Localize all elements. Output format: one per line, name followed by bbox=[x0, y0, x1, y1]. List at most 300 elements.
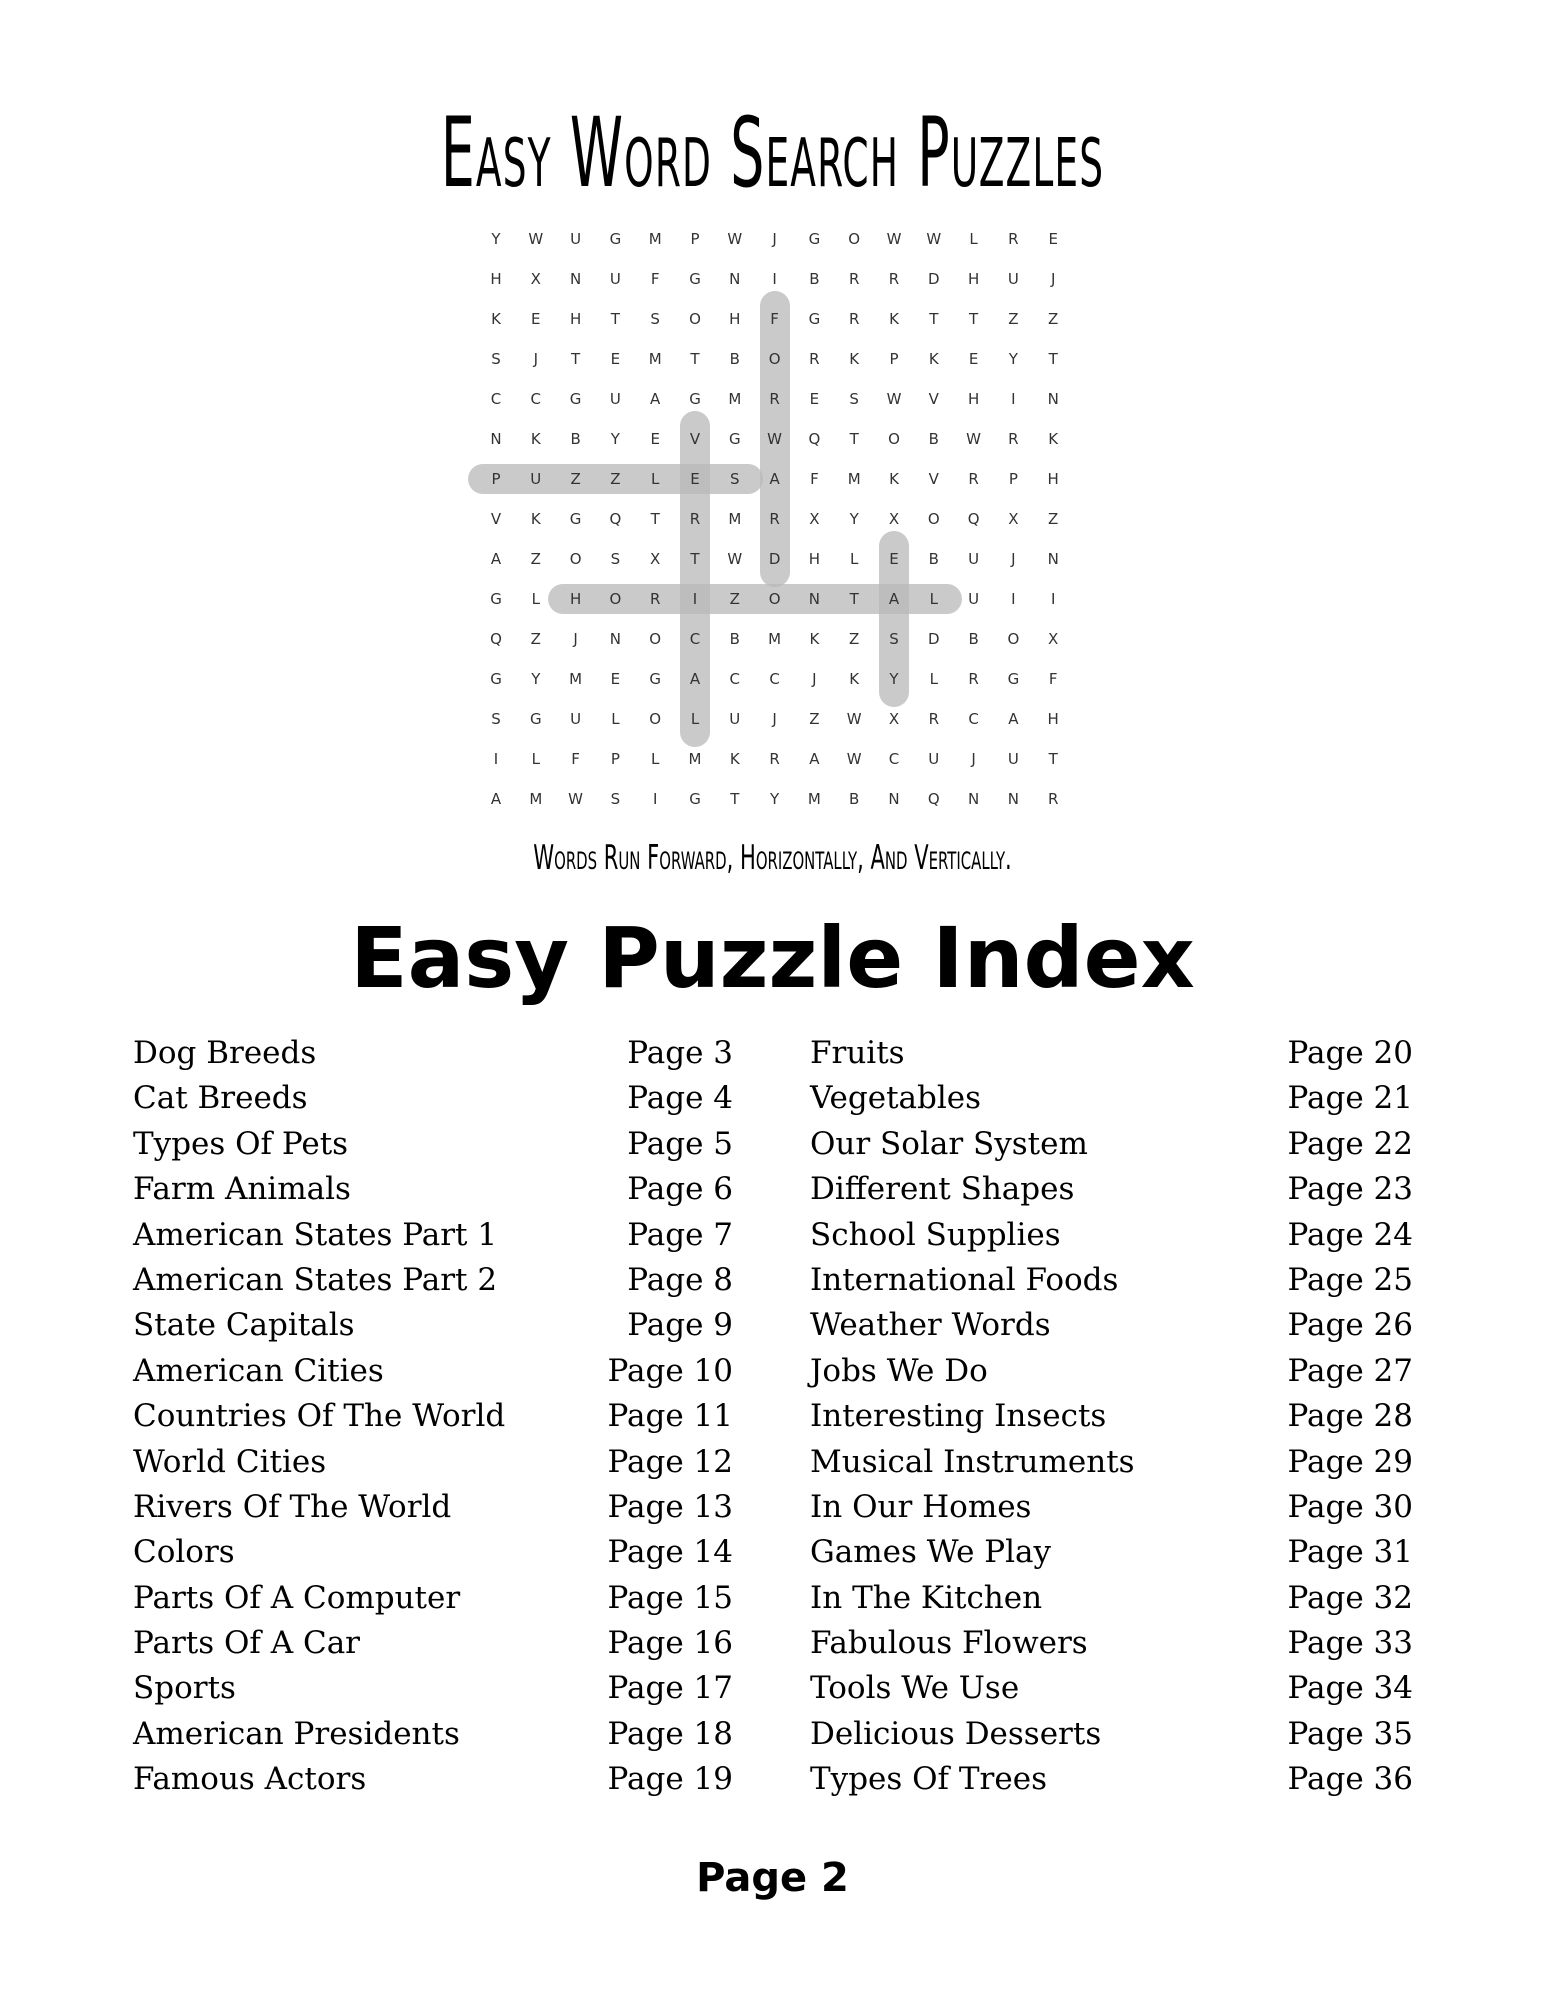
grid-letter: J bbox=[1011, 550, 1016, 568]
index-row bbox=[810, 1712, 1413, 1757]
grid-letter: R bbox=[689, 510, 701, 528]
grid-letter: C bbox=[689, 630, 701, 648]
index-page-number: Page 5 bbox=[627, 1125, 733, 1162]
grid-letter: J bbox=[533, 350, 539, 368]
index-page-number: Page 28 bbox=[1287, 1398, 1413, 1435]
grid-letter: C bbox=[968, 710, 979, 728]
index-row bbox=[810, 1031, 1413, 1076]
grid-letter: W bbox=[966, 430, 982, 448]
grid-letter: A bbox=[888, 590, 900, 608]
grid-letter: Q bbox=[927, 790, 940, 808]
word-search-grid bbox=[466, 223, 1086, 823]
index-row bbox=[133, 1258, 733, 1303]
grid-letter: S bbox=[650, 310, 660, 328]
grid-letter: N bbox=[888, 790, 900, 808]
grid-letter: C bbox=[729, 670, 741, 688]
grid-letter: R bbox=[968, 470, 979, 488]
index-page-number: Page 33 bbox=[1287, 1625, 1413, 1662]
grid-letter: T bbox=[1048, 750, 1058, 768]
grid-letter: X bbox=[1008, 510, 1019, 528]
index-row bbox=[810, 1621, 1413, 1666]
grid-letter: M bbox=[768, 630, 782, 648]
grid-letter: G bbox=[689, 270, 701, 288]
grid-letter: P bbox=[491, 470, 501, 488]
grid-letter: T bbox=[730, 790, 740, 808]
grid-letter: L bbox=[651, 470, 660, 488]
grid-letter: A bbox=[769, 470, 780, 488]
index-row bbox=[810, 1076, 1413, 1121]
index-page-number: Page 36 bbox=[1287, 1761, 1413, 1798]
index-topic: Games We Play bbox=[810, 1534, 1052, 1571]
grid-letter: T bbox=[690, 550, 700, 568]
index-row bbox=[133, 1167, 733, 1212]
grid-letter: Z bbox=[729, 590, 740, 608]
grid-letter: C bbox=[490, 390, 502, 408]
grid-letter: A bbox=[490, 790, 502, 808]
grid-letter: S bbox=[730, 470, 740, 488]
grid-letter: K bbox=[889, 310, 899, 328]
index-topic: In Our Homes bbox=[810, 1488, 1032, 1525]
index-row bbox=[133, 1576, 733, 1621]
grid-letter: H bbox=[569, 310, 582, 328]
grid-letter: U bbox=[928, 750, 940, 768]
index-row bbox=[133, 1530, 733, 1575]
index-row bbox=[810, 1349, 1413, 1394]
grid-letter: N bbox=[1047, 550, 1059, 568]
grid-letter: N bbox=[569, 270, 582, 288]
grid-letter: G bbox=[490, 590, 502, 608]
grid-letter: B bbox=[968, 630, 979, 648]
index-topic: Cat Breeds bbox=[133, 1080, 308, 1117]
index-topic: Interesting Insects bbox=[810, 1398, 1107, 1435]
index-page-number: Page 31 bbox=[1287, 1534, 1413, 1571]
index-topic: Our Solar System bbox=[810, 1125, 1088, 1162]
grid-letter: N bbox=[808, 590, 820, 608]
grid-letter: U bbox=[609, 390, 621, 408]
grid-letter: L bbox=[929, 590, 938, 608]
grid-letter: I bbox=[1011, 390, 1016, 408]
grid-letter: Z bbox=[849, 630, 860, 648]
grid-letter: T bbox=[1048, 350, 1058, 368]
grid-letter: O bbox=[927, 510, 940, 528]
index-row bbox=[810, 1576, 1413, 1621]
index-topic: Famous Actors bbox=[133, 1761, 367, 1798]
grid-letter: D bbox=[928, 270, 940, 288]
grid-letter: N bbox=[1047, 390, 1059, 408]
index-page-number: Page 30 bbox=[1287, 1488, 1413, 1525]
grid-letter: W bbox=[727, 230, 743, 248]
grid-letter: G bbox=[689, 790, 701, 808]
grid-letter: Y bbox=[1008, 350, 1018, 368]
index-page-number: Page 13 bbox=[607, 1488, 733, 1525]
grid-letter: P bbox=[889, 350, 899, 368]
index-row bbox=[133, 1485, 733, 1530]
index-row bbox=[133, 1621, 733, 1666]
index-topic: American States Part 2 bbox=[133, 1261, 498, 1298]
index-page-number: Page 14 bbox=[607, 1534, 733, 1571]
grid-letter: Z bbox=[530, 630, 541, 648]
index-topic: Jobs We Do bbox=[810, 1352, 988, 1389]
grid-letter: B bbox=[729, 630, 740, 648]
grid-letter: W bbox=[528, 230, 544, 248]
grid-letter: H bbox=[729, 310, 741, 328]
grid-letter: G bbox=[728, 430, 741, 448]
grid-letter: P bbox=[1008, 470, 1018, 488]
index-page-number: Page 20 bbox=[1287, 1035, 1413, 1071]
index-page-number: Page 11 bbox=[607, 1398, 733, 1435]
grid-letter: S bbox=[849, 390, 859, 408]
grid-letter: H bbox=[1047, 710, 1059, 728]
grid-letter: I bbox=[493, 750, 499, 768]
grid-letter: G bbox=[689, 390, 701, 408]
index-page-number: Page 8 bbox=[627, 1261, 733, 1298]
grid-letter: R bbox=[888, 270, 900, 288]
grid-letter: Z bbox=[1048, 310, 1059, 328]
grid-letter: B bbox=[928, 430, 939, 448]
grid-letter: R bbox=[848, 310, 860, 328]
grid-letter: G bbox=[490, 670, 502, 688]
index-row bbox=[810, 1303, 1413, 1348]
grid-letter: P bbox=[690, 230, 700, 248]
index-page-number: Page 7 bbox=[627, 1216, 733, 1253]
index-page-number: Page 22 bbox=[1287, 1125, 1413, 1162]
grid-letter: V bbox=[490, 510, 502, 528]
grid-letter: R bbox=[809, 350, 820, 368]
grid-letter: S bbox=[491, 350, 501, 368]
index-topic: In The Kitchen bbox=[810, 1579, 1043, 1616]
grid-letter: E bbox=[690, 470, 700, 488]
index-topic: American Presidents bbox=[133, 1715, 460, 1752]
index-page-number: Page 26 bbox=[1287, 1307, 1413, 1344]
instructions: Words Run Forward, Horizontally, And Vertically. bbox=[533, 838, 1012, 878]
index-row bbox=[133, 1394, 733, 1439]
grid-letter: N bbox=[967, 790, 980, 808]
grid-letter: Z bbox=[610, 470, 621, 488]
grid-letter: M bbox=[688, 750, 702, 768]
grid-letter: R bbox=[769, 510, 780, 528]
grid-letter: T bbox=[690, 350, 700, 368]
grid-letter: E bbox=[531, 310, 541, 328]
grid-letter: C bbox=[888, 750, 900, 768]
index-topic: International Foods bbox=[810, 1261, 1119, 1298]
index-topic: Delicious Desserts bbox=[810, 1715, 1102, 1752]
index-row bbox=[810, 1213, 1413, 1258]
index-page-number: Page 6 bbox=[627, 1171, 733, 1208]
grid-letter: W bbox=[926, 230, 942, 248]
grid-letter: K bbox=[491, 310, 501, 328]
grid-letter: X bbox=[530, 270, 541, 288]
grid-letter: C bbox=[530, 390, 542, 408]
grid-letter: O bbox=[1007, 630, 1020, 648]
grid-letter: U bbox=[1007, 270, 1019, 288]
grid-letter: S bbox=[610, 790, 621, 808]
index-topic: Types Of Trees bbox=[810, 1761, 1047, 1798]
grid-letter: I bbox=[1011, 590, 1016, 608]
grid-letter: E bbox=[1048, 230, 1058, 248]
grid-letter: B bbox=[809, 270, 820, 288]
grid-letter: F bbox=[810, 470, 819, 488]
grid-letter: M bbox=[569, 670, 583, 688]
grid-letter: W bbox=[568, 790, 584, 808]
grid-letter: W bbox=[846, 750, 862, 768]
grid-letter: O bbox=[848, 230, 861, 248]
index-topic: State Capitals bbox=[133, 1307, 355, 1344]
index-row bbox=[133, 1122, 733, 1167]
index-page-number: Page 18 bbox=[607, 1715, 733, 1752]
grid-letter: E bbox=[610, 350, 621, 368]
grid-letter: R bbox=[928, 710, 940, 728]
grid-letter: M bbox=[807, 790, 821, 808]
grid-letter: Z bbox=[1008, 310, 1019, 328]
grid-letter: L bbox=[651, 750, 660, 768]
grid-letter: G bbox=[569, 510, 582, 528]
grid-letter: T bbox=[610, 310, 620, 328]
grid-letter: S bbox=[610, 550, 621, 568]
index-page-number: Page 16 bbox=[607, 1625, 733, 1662]
grid-letter: F bbox=[650, 270, 660, 288]
grid-letter: Y bbox=[770, 790, 780, 808]
index-topic: Different Shapes bbox=[810, 1171, 1075, 1208]
grid-letter: E bbox=[889, 550, 899, 568]
grid-letter: L bbox=[611, 710, 620, 728]
index-column-left bbox=[133, 1031, 733, 1803]
grid-letter: W bbox=[886, 390, 902, 408]
grid-letter: B bbox=[729, 350, 740, 368]
grid-letter: A bbox=[490, 550, 502, 568]
grid-letter: C bbox=[769, 670, 780, 688]
grid-letter: O bbox=[649, 630, 662, 648]
grid-letter: G bbox=[529, 710, 542, 728]
grid-letter: U bbox=[968, 550, 980, 568]
grid-letter: Z bbox=[1048, 510, 1059, 528]
grid-letter: I bbox=[652, 790, 658, 808]
index-heading: Easy Puzzle Index bbox=[350, 909, 1195, 1007]
grid-letter: O bbox=[888, 430, 900, 448]
grid-letter: J bbox=[1050, 270, 1056, 288]
grid-letter: G bbox=[569, 390, 582, 408]
index-topic: Dog Breeds bbox=[133, 1035, 317, 1071]
index-page-number: Page 32 bbox=[1287, 1579, 1413, 1616]
index-topic: Tools We Use bbox=[810, 1670, 1020, 1707]
grid-letter: E bbox=[610, 670, 621, 688]
index-topic: Countries Of The World bbox=[133, 1398, 506, 1435]
grid-letter: K bbox=[530, 510, 541, 528]
grid-letter: V bbox=[689, 430, 701, 448]
grid-letter: T bbox=[650, 510, 660, 528]
grid-letter: O bbox=[768, 350, 781, 368]
grid-letter: H bbox=[1047, 470, 1059, 488]
index-topic: American States Part 1 bbox=[133, 1216, 498, 1253]
grid-letter: R bbox=[968, 670, 979, 688]
grid-letter: H bbox=[490, 270, 502, 288]
grid-letter: V bbox=[928, 470, 939, 488]
grid-letter: M bbox=[728, 510, 742, 528]
grid-letter: H bbox=[569, 590, 582, 608]
index-row bbox=[133, 1666, 733, 1711]
grid-letter: T bbox=[929, 310, 939, 328]
index-page-number: Page 4 bbox=[627, 1080, 733, 1117]
index-topic: Types Of Pets bbox=[133, 1125, 349, 1162]
index-column-right bbox=[810, 1031, 1413, 1803]
grid-letter: G bbox=[808, 230, 821, 248]
grid-letter: K bbox=[849, 670, 860, 688]
index-row bbox=[133, 1031, 733, 1076]
grid-letter: P bbox=[610, 750, 620, 768]
index-row bbox=[133, 1076, 733, 1121]
index-row bbox=[810, 1666, 1413, 1711]
grid-letter: R bbox=[1008, 230, 1019, 248]
grid-letter: Y bbox=[889, 670, 899, 688]
grid-letter: D bbox=[928, 630, 940, 648]
grid-letter: M bbox=[648, 350, 662, 368]
index-topic: Farm Animals bbox=[133, 1171, 351, 1208]
grid-letter: L bbox=[850, 550, 859, 568]
grid-letter: V bbox=[928, 390, 939, 408]
index-topic: Parts Of A Computer bbox=[133, 1579, 461, 1616]
page-number: Page 2 bbox=[696, 1855, 849, 1901]
index-row bbox=[810, 1394, 1413, 1439]
grid-letter: N bbox=[729, 270, 741, 288]
grid-letter: Y bbox=[531, 670, 541, 688]
grid-letter: H bbox=[808, 550, 821, 568]
grid-letter: U bbox=[1007, 750, 1019, 768]
grid-letter: G bbox=[609, 230, 622, 248]
index-topic: Weather Words bbox=[810, 1307, 1051, 1344]
index-page-number: Page 29 bbox=[1287, 1443, 1413, 1480]
grid-letter: J bbox=[971, 750, 976, 768]
index-page-number: Page 12 bbox=[607, 1443, 733, 1480]
index-row bbox=[810, 1485, 1413, 1530]
grid-letter: T bbox=[849, 430, 859, 448]
grid-letter: R bbox=[1008, 430, 1019, 448]
grid-letter: X bbox=[888, 510, 900, 528]
index-row bbox=[810, 1258, 1413, 1303]
grid-letter: F bbox=[1048, 670, 1058, 688]
grid-letter: O bbox=[609, 590, 622, 608]
grid-letter: J bbox=[772, 710, 777, 728]
grid-letter: Y bbox=[849, 510, 859, 528]
grid-letter: T bbox=[849, 590, 859, 608]
grid-letter: U bbox=[570, 230, 582, 248]
index-row bbox=[133, 1303, 733, 1348]
grid-letter: Q bbox=[490, 630, 502, 648]
page-title: Easy Word Search Puzzles bbox=[440, 97, 1105, 209]
grid-letter: W bbox=[767, 430, 783, 448]
grid-letter: K bbox=[849, 350, 860, 368]
index-topic: Fruits bbox=[810, 1035, 905, 1071]
grid-letter: K bbox=[530, 430, 541, 448]
grid-letter: L bbox=[690, 710, 700, 728]
grid-letter: U bbox=[968, 590, 980, 608]
grid-letter: A bbox=[809, 750, 820, 768]
grid-letter: F bbox=[571, 750, 580, 768]
index-row bbox=[810, 1757, 1413, 1802]
index-page-number: Page 34 bbox=[1287, 1670, 1413, 1707]
grid-letter: N bbox=[1007, 790, 1019, 808]
grid-letter: B bbox=[570, 430, 581, 448]
grid-letter: Y bbox=[610, 430, 620, 448]
index-page-number: Page 23 bbox=[1287, 1171, 1413, 1208]
grid-letter: X bbox=[809, 510, 820, 528]
index-page-number: Page 24 bbox=[1287, 1216, 1413, 1253]
grid-letter: U bbox=[729, 710, 741, 728]
index-topic: School Supplies bbox=[810, 1216, 1061, 1253]
grid-letter: W bbox=[846, 710, 862, 728]
grid-letter: G bbox=[1007, 670, 1020, 688]
index-row bbox=[810, 1122, 1413, 1167]
index-page-number: Page 27 bbox=[1287, 1352, 1413, 1389]
grid-letter: U bbox=[530, 470, 542, 488]
grid-letter: L bbox=[969, 230, 978, 248]
grid-letter: O bbox=[649, 710, 662, 728]
grid-letter: R bbox=[769, 390, 780, 408]
grid-letter: E bbox=[809, 390, 820, 408]
grid-letter: A bbox=[1008, 710, 1019, 728]
grid-letter: N bbox=[609, 630, 621, 648]
index-topic: Fabulous Flowers bbox=[810, 1625, 1088, 1662]
index-page-number: Page 25 bbox=[1287, 1261, 1413, 1298]
grid-letter: M bbox=[847, 470, 861, 488]
index-topic: Sports bbox=[133, 1670, 236, 1707]
grid-letter: W bbox=[727, 550, 743, 568]
grid-letter: R bbox=[769, 750, 780, 768]
index-row bbox=[133, 1757, 733, 1802]
grid-letter: R bbox=[649, 590, 661, 608]
index-page-number: Page 9 bbox=[627, 1307, 733, 1344]
index-row bbox=[133, 1349, 733, 1394]
index-row bbox=[133, 1213, 733, 1258]
index-page-number: Page 17 bbox=[607, 1670, 733, 1707]
index-row bbox=[133, 1712, 733, 1757]
grid-letter: M bbox=[648, 230, 662, 248]
grid-letter: L bbox=[929, 670, 938, 688]
grid-letter: A bbox=[650, 390, 661, 408]
grid-letter: Z bbox=[570, 470, 581, 488]
grid-letter: M bbox=[529, 790, 543, 808]
grid-letter: D bbox=[768, 550, 781, 568]
grid-letter: G bbox=[808, 310, 821, 328]
grid-letter: K bbox=[889, 470, 899, 488]
index-row bbox=[810, 1167, 1413, 1212]
grid-letter: Z bbox=[809, 710, 820, 728]
grid-letter: J bbox=[573, 630, 578, 648]
grid-letter: H bbox=[967, 270, 980, 288]
grid-letter: I bbox=[692, 590, 698, 608]
grid-letter: N bbox=[490, 430, 502, 448]
grid-letter: O bbox=[689, 310, 701, 328]
index-page-number: Page 21 bbox=[1287, 1080, 1413, 1117]
grid-letter: K bbox=[1048, 430, 1059, 448]
index-page-number: Page 15 bbox=[607, 1579, 733, 1616]
grid-letter: Q bbox=[609, 510, 622, 528]
grid-letter: Z bbox=[530, 550, 541, 568]
grid-letter: I bbox=[772, 270, 777, 288]
grid-letter: M bbox=[728, 390, 742, 408]
grid-letter: J bbox=[772, 230, 777, 248]
index-page-number: Page 10 bbox=[607, 1352, 733, 1389]
grid-letter: E bbox=[650, 430, 660, 448]
grid-letter: H bbox=[967, 390, 980, 408]
grid-letter: B bbox=[928, 550, 939, 568]
grid-letter: O bbox=[569, 550, 582, 568]
index-topic: American Cities bbox=[133, 1352, 384, 1389]
grid-letter: T bbox=[571, 350, 581, 368]
grid-letter: S bbox=[491, 710, 501, 728]
grid-letter: I bbox=[1050, 590, 1056, 608]
grid-letter: F bbox=[770, 310, 779, 328]
index-page-number: Page 35 bbox=[1287, 1715, 1413, 1752]
index-topic: Rivers Of The World bbox=[133, 1488, 452, 1525]
